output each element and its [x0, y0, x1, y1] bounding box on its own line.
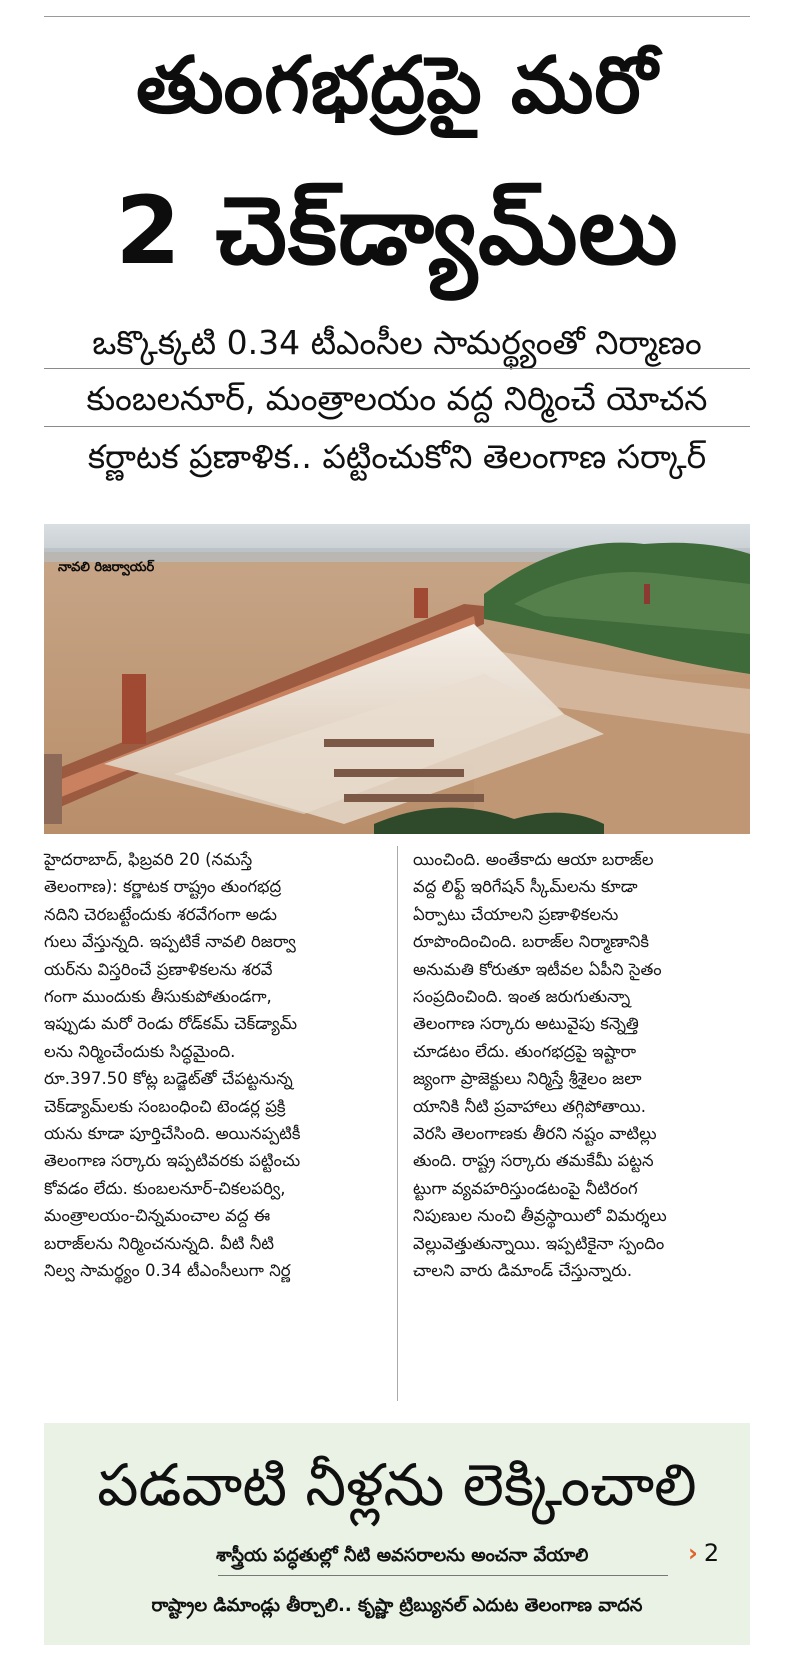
article-line: యర్‌ను విస్తరించే ప్రణాళికలను శరవే — [44, 959, 273, 979]
deck-line-1: ఒక్కొక్కటి 0.34 టీఎంసీల సామర్థ్యంతో నిర్మాణం — [92, 323, 702, 362]
article-line: ట్టుగా వ్యవహరిస్తుండటంపై నీటిరంగ — [413, 1178, 638, 1198]
article-line: రూపొందించింది. బరాజ్‌ల నిర్మాణానికి — [413, 932, 649, 952]
deck-divider — [44, 426, 750, 427]
article-line: అనుమతి కోరుతూ ఇటీవల ఏపీని సైతం — [413, 959, 662, 979]
column-divider — [397, 846, 398, 1401]
article-line: ఏర్పాటు చేయాలని ప్రణాళికలను — [413, 904, 619, 924]
article-line: నిల్వ సామర్థ్యం 0.34 టీఎంసీలుగా నిర్ణ — [44, 1261, 291, 1281]
article-line: వద్ద లిఫ్ట్ ఇరిగేషన్ స్కీమ్‌లను కూడా — [413, 877, 638, 897]
photo-caption: నావలి రిజర్వాయర్ — [58, 560, 155, 575]
article-line: వెరసి తెలంగాణకు తీరని నష్టం వాటిల్లు — [413, 1124, 657, 1144]
headline-line-2: 2 చెక్‌డ్యామ్‌లు — [115, 177, 679, 286]
dam-photo — [44, 524, 750, 834]
deck-line-3: కర్ణాటక ప్రణాళిక.. పట్టించుకోని తెలంగాణ సర్కార్ — [87, 437, 707, 476]
article-line: చూడటం లేదు. తుంగభద్రపై ఇష్టారా — [413, 1041, 637, 1061]
article-line: చాలని వారు డిమాండ్ చేస్తున్నారు. — [413, 1261, 633, 1281]
article-line: యను కూడా పూర్తిచేసింది. అయినప్పటికీ — [44, 1124, 301, 1144]
article-line: తుంది. రాష్ట్ర సర్కారు తమకేమీ పట్టన — [413, 1151, 654, 1171]
subtitle-underline — [218, 1575, 668, 1576]
related-story-subtitle: శాస్త్రీయ పద్ధతుల్లో నీటి అవసరాలను అంచనా వేయాలి — [216, 1545, 589, 1566]
article-line: జ్యంగా ప్రాజెక్టులు నిర్మిస్తే శ్రీశైలం జలా — [413, 1069, 642, 1089]
related-story-box — [44, 1423, 750, 1645]
article-line: హైదరాబాద్, ఫిబ్రవరి 20 (నమస్తే — [44, 850, 253, 869]
related-story-footer: రాష్ట్రాల డిమాండ్లు తీర్చాలి.. కృష్ణా ట్రిబ్యునల్ ఎదుట తెలంగాణ వాదన — [151, 1595, 643, 1616]
article-line: యానికి నీటి ప్రవాహాలు తగ్గిపోతాయి. — [413, 1096, 646, 1116]
article-line: వెల్లువెత్తుతున్నాయి. ఇప్పటికైనా స్పందిం — [413, 1233, 665, 1253]
deck-line-2: కుంబలనూర్, మంత్రాలయం వద్ద నిర్మించే యోచన — [86, 379, 708, 418]
article-line: యించింది. అంతేకాదు ఆయా బరాజ్‌ల — [413, 850, 654, 869]
headline-line-1: తుంగభద్రపై మరో — [135, 41, 659, 131]
article-line: గులు వేస్తున్నది. ఇప్పటికే నావలి రిజర్వా — [44, 932, 296, 952]
article-line: నదిని చెరబట్టేందుకు శరవేగంగా అడు — [44, 904, 277, 924]
related-story-title: పడవాటి నీళ్లను లెక్కించాలి — [97, 1451, 697, 1519]
article-line: తెలంగాణ): కర్ణాటక రాష్ట్రం తుంగభద్ర — [44, 877, 282, 897]
chevron-right-icon: › — [688, 1539, 698, 1567]
article-column-right — [413, 846, 753, 1285]
article-line: రూ.397.50 కోట్ల బడ్జెట్‌తో చేపట్టనున్న — [44, 1069, 293, 1089]
deck-divider — [44, 368, 750, 369]
article-line: సంప్రదించింది. ఇంత జరుగుతున్నా — [413, 987, 631, 1007]
article-line: నిపుణుల నుంచి తీవ్రస్థాయిలో విమర్శలు — [413, 1206, 667, 1226]
article-line: తెలంగాణ సర్కారు ఇప్పటివరకు పట్టించు — [44, 1151, 301, 1171]
article-line: గంగా ముందుకు తీసుకుపోతుండగా, — [44, 987, 272, 1007]
top-rule — [44, 16, 750, 17]
article-line: ఇప్పుడు మరో రెండు రోడ్‌కమ్ చెక్‌డ్యామ్ — [44, 1014, 298, 1034]
article-line: కోవడం లేదు. కుంబలనూర్-చికలపర్వి, — [44, 1178, 286, 1198]
article-line: లను నిర్మించేందుకు సిద్ధమైంది. — [44, 1041, 236, 1061]
article-line: బరాజ్‌లను నిర్మించనున్నది. వీటి నీటి — [44, 1233, 275, 1253]
page-number: 2 — [703, 1539, 720, 1567]
article-line: తెలంగాణ సర్కారు అటువైపు కన్నెత్తి — [413, 1014, 639, 1034]
article-line: మంత్రాలయం-చిన్నమంచాల వద్ద ఈ — [44, 1206, 271, 1226]
page-reference[interactable] — [688, 1535, 719, 1571]
article-column-left — [44, 846, 384, 1285]
article-line: చెక్‌డ్యామ్‌లకు సంబంధించి టెండర్ల ప్రక్రి — [44, 1096, 286, 1116]
